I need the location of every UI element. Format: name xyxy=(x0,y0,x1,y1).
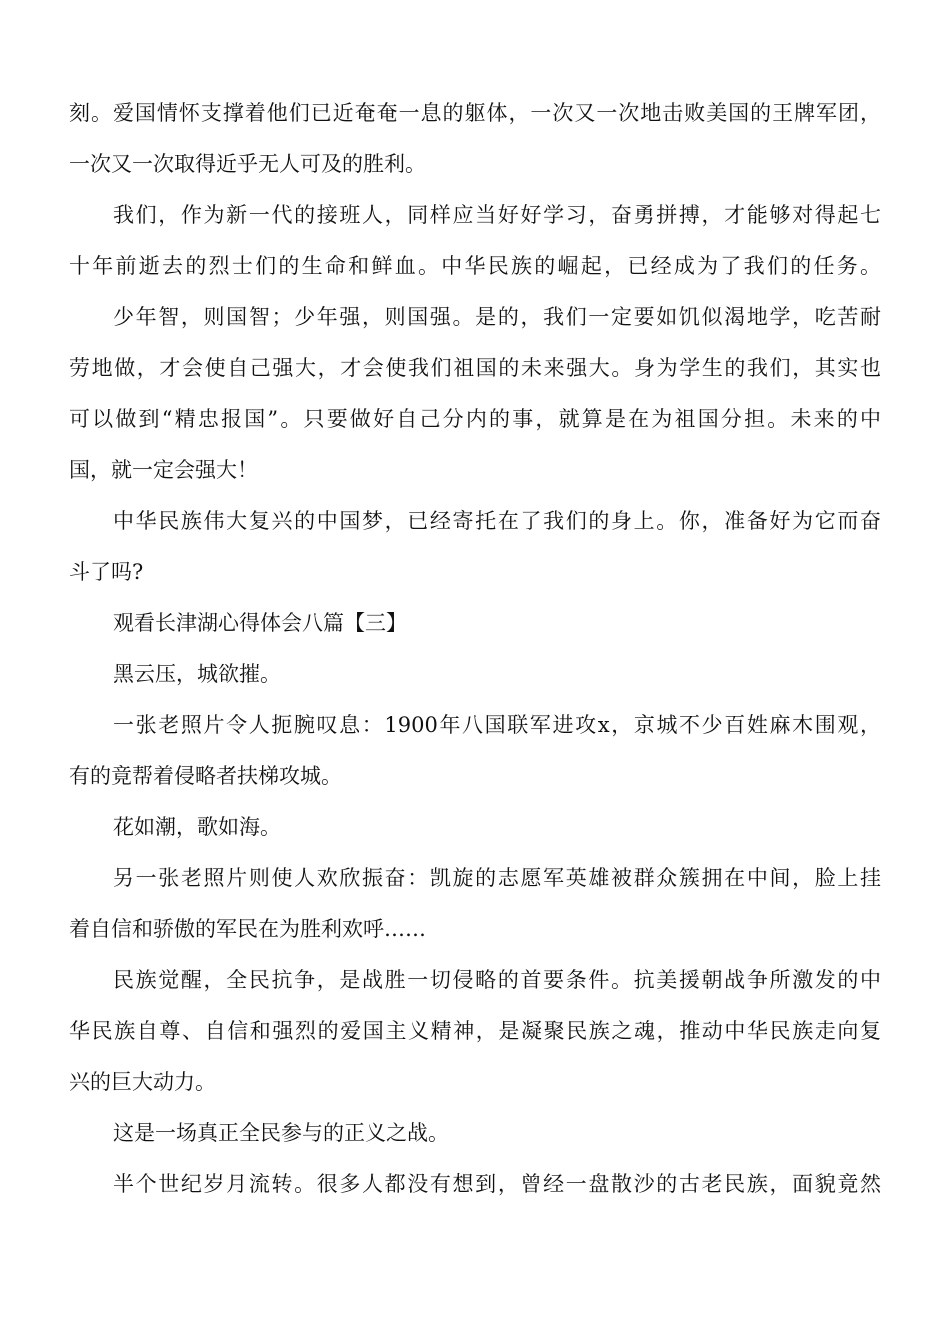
text-line: 劳地做，才会使自己强大，才会使我们祖国的未来强大。身为学生的我们，其实也 xyxy=(69,356,881,380)
document-body xyxy=(69,90,881,1212)
text-line: 国，就一定会强大！ xyxy=(69,458,258,482)
text-line: 另一张老照片则使人欢欣振奋：凯旋的志愿军英雄被群众簇拥在中间，脸上挂 xyxy=(113,866,881,890)
text-line: 少年智，则国智；少年强，则国强。是的，我们一定要如饥似渴地学，吃苦耐 xyxy=(113,305,881,329)
text-line: 一张老照片令人扼腕叹息：1900年八国联军进攻x，京城不少百姓麻木围观， xyxy=(113,713,881,737)
text-line: 斗了吗? xyxy=(69,560,144,584)
text-line: 十年前逝去的烈士们的生命和鲜血。中华民族的崛起，已经成为了我们的任务。 xyxy=(69,254,881,278)
text-line: 一次又一次取得近乎无人可及的胜利。 xyxy=(69,152,426,176)
text-line: 我们，作为新一代的接班人，同样应当好好学习，奋勇拼搏，才能够对得起七 xyxy=(113,203,881,227)
text-line: 着自信和骄傲的军民在为胜利欢呼…… xyxy=(69,917,426,941)
text-line: 刻。爱国情怀支撑着他们已近奄奄一息的躯体，一次又一次地击败美国的王牌军团， xyxy=(69,101,881,125)
text-line: 半个世纪岁月流转。很多人都没有想到，曾经一盘散沙的古老民族，面貌竟然 xyxy=(113,1172,881,1196)
text-line: 华民族自尊、自信和强烈的爱国主义精神，是凝聚民族之魂，推动中华民族走向复 xyxy=(69,1019,881,1043)
text-line: 兴的巨大动力。 xyxy=(69,1070,216,1094)
text-line: 可以做到“精忠报国”。只要做好自己分内的事，就算是在为祖国分担。未来的中 xyxy=(69,407,881,431)
text-line: 这是一场真正全民参与的正义之战。 xyxy=(113,1121,449,1145)
text-line: 民族觉醒，全民抗争，是战胜一切侵略的首要条件。抗美援朝战争所激发的中 xyxy=(113,968,881,992)
text-line: 花如潮，歌如海。 xyxy=(113,815,281,839)
text-line: 中华民族伟大复兴的中国梦，已经寄托在了我们的身上。你，准备好为它而奋 xyxy=(113,509,881,533)
text-line: 有的竟帮着侵略者扶梯攻城。 xyxy=(69,764,342,788)
text-line: 黑云压，城欲摧。 xyxy=(113,662,281,686)
section-heading: 观看长津湖心得体会八篇【三】 xyxy=(113,611,407,635)
